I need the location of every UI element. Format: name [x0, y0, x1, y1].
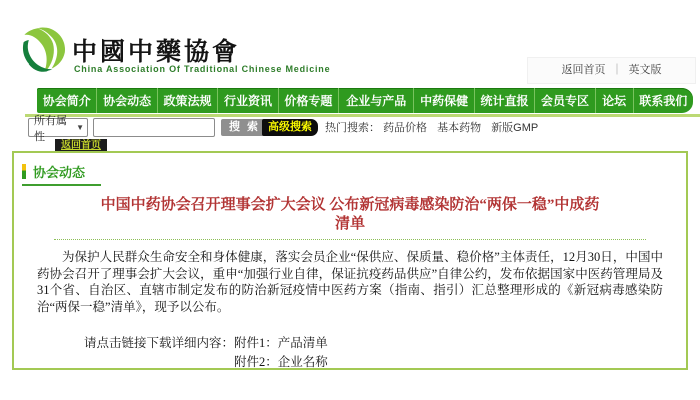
- hot-term-drug-price[interactable]: 药品价格: [383, 122, 428, 134]
- article-title: 中国中药协会召开理事会扩大会议 公布新冠病毒感染防治“两保一稳”中成药清单: [100, 197, 600, 232]
- main-navigation: [37, 88, 693, 113]
- leaf-hand-logo-icon: [20, 26, 67, 73]
- advanced-search-button[interactable]: 高级搜索: [262, 119, 318, 136]
- topbar-separator: ｜: [611, 64, 623, 76]
- nav-item-forum[interactable]: 论坛: [596, 88, 634, 113]
- nav-item-contact[interactable]: 联系我们: [639, 94, 688, 108]
- attachments-block: [84, 334, 686, 372]
- nav-item-policy[interactable]: 政策法规: [158, 88, 218, 113]
- search-filter-select[interactable]: [28, 114, 88, 143]
- brand-name-chinese: 中國中藥協會: [72, 39, 241, 66]
- search-bar: [0, 114, 700, 143]
- nav-bottom-strip: [25, 114, 700, 117]
- article-panel: [12, 151, 688, 370]
- back-home-button[interactable]: 返回首页: [55, 139, 107, 152]
- attachment-2-link[interactable]: 附件2：企业名称: [234, 355, 328, 369]
- hot-term-basic-drugs[interactable]: 基本药物: [437, 122, 482, 134]
- brand-name-english: China Association Of Traditional Chinese Medicine: [74, 64, 331, 74]
- association-logo: [20, 26, 67, 73]
- chevron-down-icon: ▼: [76, 123, 84, 132]
- nav-item-price-topics[interactable]: 价格专题: [279, 88, 339, 113]
- nav-item-industry-info[interactable]: 行业资讯: [218, 88, 278, 113]
- nav-item-statistics-report[interactable]: 统计直报: [475, 88, 535, 113]
- article-paragraph: 为保护人民群众生命安全和身体健康，落实会员企业“保供应、保质量、稳价格”主体责任，12月30日，中国中药协会召开了理事会扩大会议，重申“加强行业自律，保证抗疫药品供应”自律公约，发布依据国家中医药管理局及31个省、自治区、直辖市制定发布的防治新冠疫情中医药方案（指南、指引）汇总整理形成的《新冠病毒感染防治“两保一稳”清单》，现予以公布。: [37, 250, 663, 314]
- search-input[interactable]: [93, 118, 215, 137]
- nav-item-tcm-health[interactable]: 中药保健: [414, 88, 474, 113]
- search-button[interactable]: 搜 索: [221, 119, 268, 136]
- download-prompt: 请点击链接下载详细内容：: [84, 336, 235, 350]
- attachment-1-link[interactable]: 附件1：产品清单: [234, 336, 328, 350]
- nav-item-member-zone[interactable]: 会员专区: [535, 88, 595, 113]
- nav-item-news[interactable]: 协会动态: [97, 88, 157, 113]
- hot-term-new-gmp[interactable]: 新版GMP: [491, 122, 539, 134]
- search-filter-value: 所有属性: [34, 114, 67, 143]
- hot-search-label: 热门搜索：: [325, 122, 380, 134]
- topbar-links: [527, 57, 696, 84]
- nav-item-enterprise-products[interactable]: 企业与产品: [339, 88, 414, 113]
- hot-search: [325, 118, 545, 138]
- nav-item-about[interactable]: 协会简介: [37, 88, 97, 113]
- section-marker-icon: [22, 164, 26, 179]
- english-version-link[interactable]: 英文版: [628, 64, 662, 76]
- back-to-home-link[interactable]: 返回首页: [561, 64, 606, 76]
- dotted-divider: [54, 239, 645, 240]
- section-title[interactable]: 协会动态: [33, 165, 86, 180]
- section-header: [22, 162, 101, 186]
